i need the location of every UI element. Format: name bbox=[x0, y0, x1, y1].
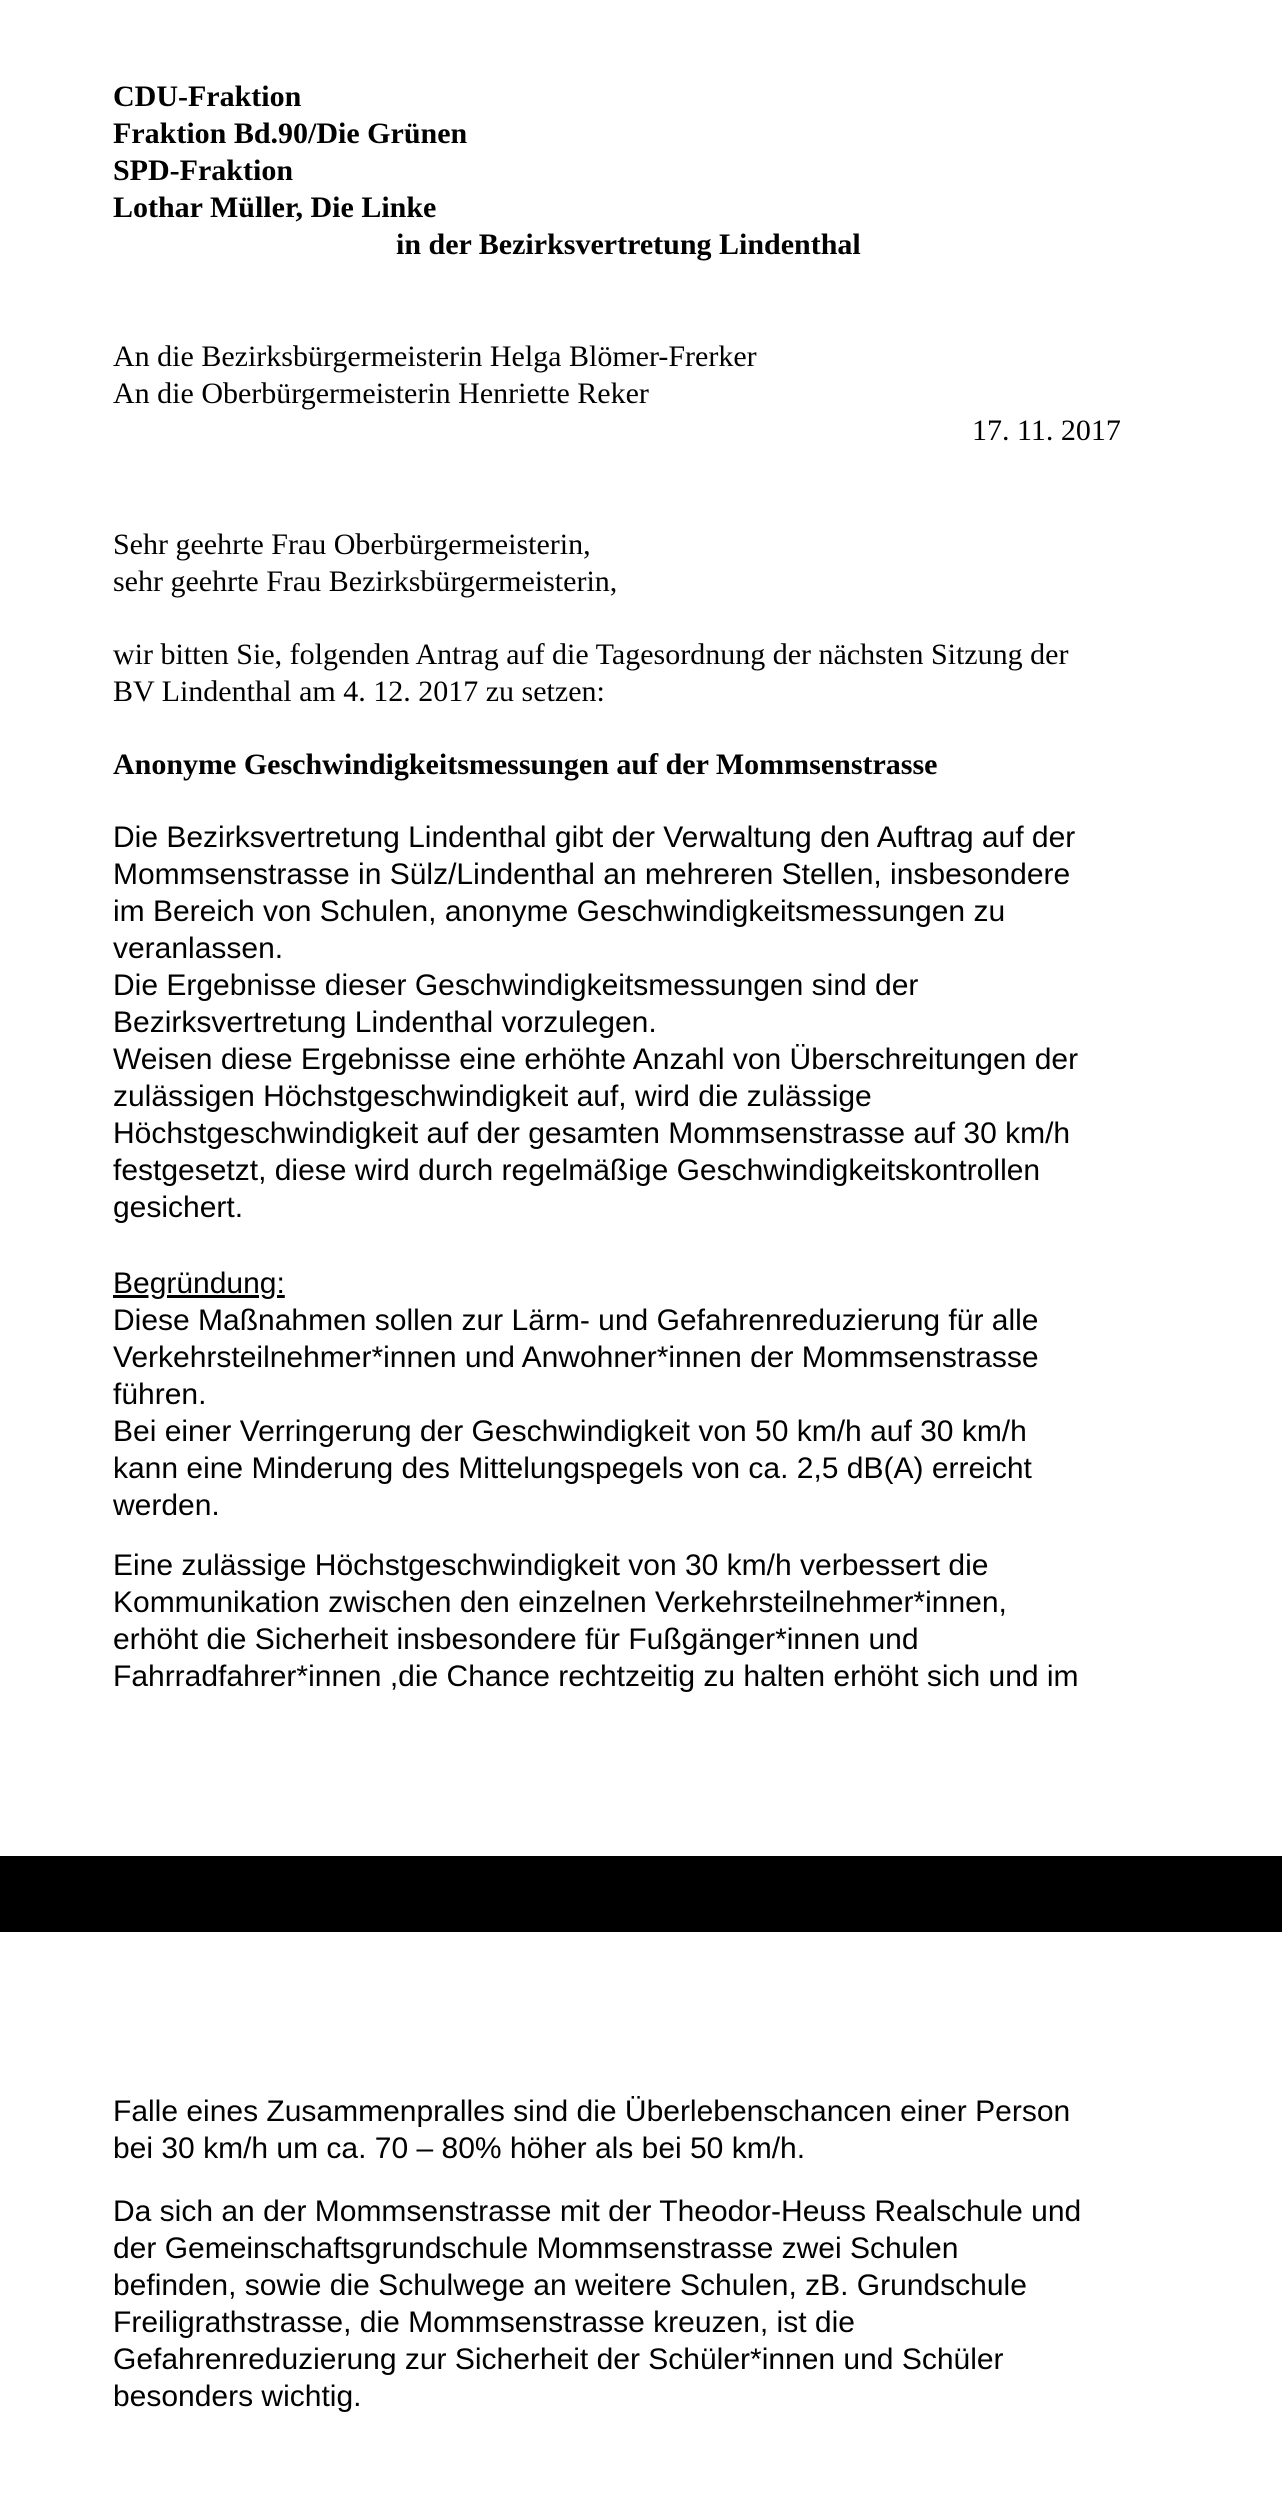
request-paragraph bbox=[113, 636, 1213, 710]
recipient-block bbox=[113, 338, 757, 412]
justification-line: Fahrradfahrer*innen ,die Chance rechtzeitig zu halten erhöht sich und im bbox=[113, 1660, 1079, 1693]
recipient-line: An die Oberbürgermeisterin Henriette Reker bbox=[113, 377, 649, 410]
motion-line: Mommsenstrasse in Sülz/Lindenthal an mehreren Stellen, insbesondere bbox=[113, 858, 1071, 891]
page2-line: der Gemeinschaftsgrundschule Mommsenstrasse zwei Schulen bbox=[113, 2232, 959, 2265]
motion-line: veranlassen. bbox=[113, 932, 284, 965]
motion-subject: Anonyme Geschwindigkeitsmessungen auf der Mommsenstrasse bbox=[113, 748, 938, 781]
justification-line: Eine zulässige Höchstgeschwindigkeit von 30 km/h verbessert die bbox=[113, 1549, 989, 1582]
salutation-line: Sehr geehrte Frau Oberbürgermeisterin, bbox=[113, 528, 591, 561]
motion-line: zulässigen Höchstgeschwindigkeit auf, wird die zulässige bbox=[113, 1080, 872, 1113]
page-separator bbox=[0, 1856, 1282, 1932]
justification-paragraph-1 bbox=[113, 1302, 1213, 1524]
page2-line: Da sich an der Mommsenstrasse mit der Theodor-Heuss Realschule und bbox=[113, 2195, 1082, 2228]
page2-line: Falle eines Zusammenpralles sind die Überlebenschancen einer Person bbox=[113, 2095, 1071, 2128]
justification-line: Bei einer Verringerung der Geschwindigkeit von 50 km/h auf 30 km/h bbox=[113, 1415, 1027, 1448]
salutation bbox=[113, 526, 617, 600]
justification-line: führen. bbox=[113, 1378, 207, 1411]
letter-date: 17. 11. 2017 bbox=[972, 414, 1121, 447]
justification-heading: Begründung: bbox=[113, 1267, 285, 1300]
motion-line: im Bereich von Schulen, anonyme Geschwindigkeitsmessungen zu bbox=[113, 895, 1006, 928]
page2-line: Freiligrathstrasse, die Mommsenstrasse kreuzen, ist die bbox=[113, 2306, 855, 2339]
page2-paragraph-2 bbox=[113, 2193, 1213, 2415]
page2-line: Gefahrenreduzierung zur Sicherheit der Schüler*innen und Schüler bbox=[113, 2343, 1004, 2376]
justification-line: Kommunikation zwischen den einzelnen Verkehrsteilnehmer*innen, bbox=[113, 1586, 1007, 1619]
page2-paragraph-1 bbox=[113, 2093, 1213, 2167]
justification-line: kann eine Minderung des Mittelungspegels von ca. 2,5 dB(A) erreicht bbox=[113, 1452, 1032, 1485]
page2-line: befinden, sowie die Schulwege an weitere Schulen, zB. Grundschule bbox=[113, 2269, 1027, 2302]
sender-line: Lothar Müller, Die Linke bbox=[113, 191, 437, 224]
request-line: BV Lindenthal am 4. 12. 2017 zu setzen: bbox=[113, 675, 605, 708]
motion-line: gesichert. bbox=[113, 1191, 244, 1224]
sender-line: Fraktion Bd.90/Die Grünen bbox=[113, 117, 468, 150]
motion-line: Weisen diese Ergebnisse eine erhöhte Anzahl von Überschreitungen der bbox=[113, 1043, 1079, 1076]
page2-line: bei 30 km/h um ca. 70 – 80% höher als bei 50 km/h. bbox=[113, 2132, 806, 2165]
motion-line: festgesetzt, diese wird durch regelmäßige Geschwindigkeitskontrollen bbox=[113, 1154, 1041, 1187]
justification-line: erhöht die Sicherheit insbesondere für Fußgänger*innen und bbox=[113, 1623, 919, 1656]
motion-line: Bezirksvertretung Lindenthal vorzulegen. bbox=[113, 1006, 657, 1039]
sender-block bbox=[113, 78, 861, 263]
justification-line: Verkehrsteilnehmer*innen und Anwohner*innen der Mommsenstrasse bbox=[113, 1341, 1039, 1374]
motion-text bbox=[113, 819, 1213, 1226]
sender-line: SPD-Fraktion bbox=[113, 154, 293, 187]
request-line: wir bitten Sie, folgenden Antrag auf die Tagesordnung der nächsten Sitzung der bbox=[113, 638, 1069, 671]
justification-line: Diese Maßnahmen sollen zur Lärm- und Gefahrenreduzierung für alle bbox=[113, 1304, 1039, 1337]
salutation-line: sehr geehrte Frau Bezirksbürgermeisterin, bbox=[113, 565, 618, 598]
motion-line: Höchstgeschwindigkeit auf der gesamten Mommsenstrasse auf 30 km/h bbox=[113, 1117, 1071, 1150]
motion-line: Die Ergebnisse dieser Geschwindigkeitsmessungen sind der bbox=[113, 969, 919, 1002]
recipient-line: An die Bezirksbürgermeisterin Helga Blömer-Frerker bbox=[113, 340, 757, 373]
motion-line: Die Bezirksvertretung Lindenthal gibt der Verwaltung den Auftrag auf der bbox=[113, 821, 1076, 854]
sender-body: in der Bezirksvertretung Lindenthal bbox=[396, 228, 861, 261]
page2-line: besonders wichtig. bbox=[113, 2380, 362, 2413]
sender-line: CDU-Fraktion bbox=[113, 80, 302, 113]
justification-paragraph-2 bbox=[113, 1547, 1213, 1695]
justification-line: werden. bbox=[113, 1489, 220, 1522]
